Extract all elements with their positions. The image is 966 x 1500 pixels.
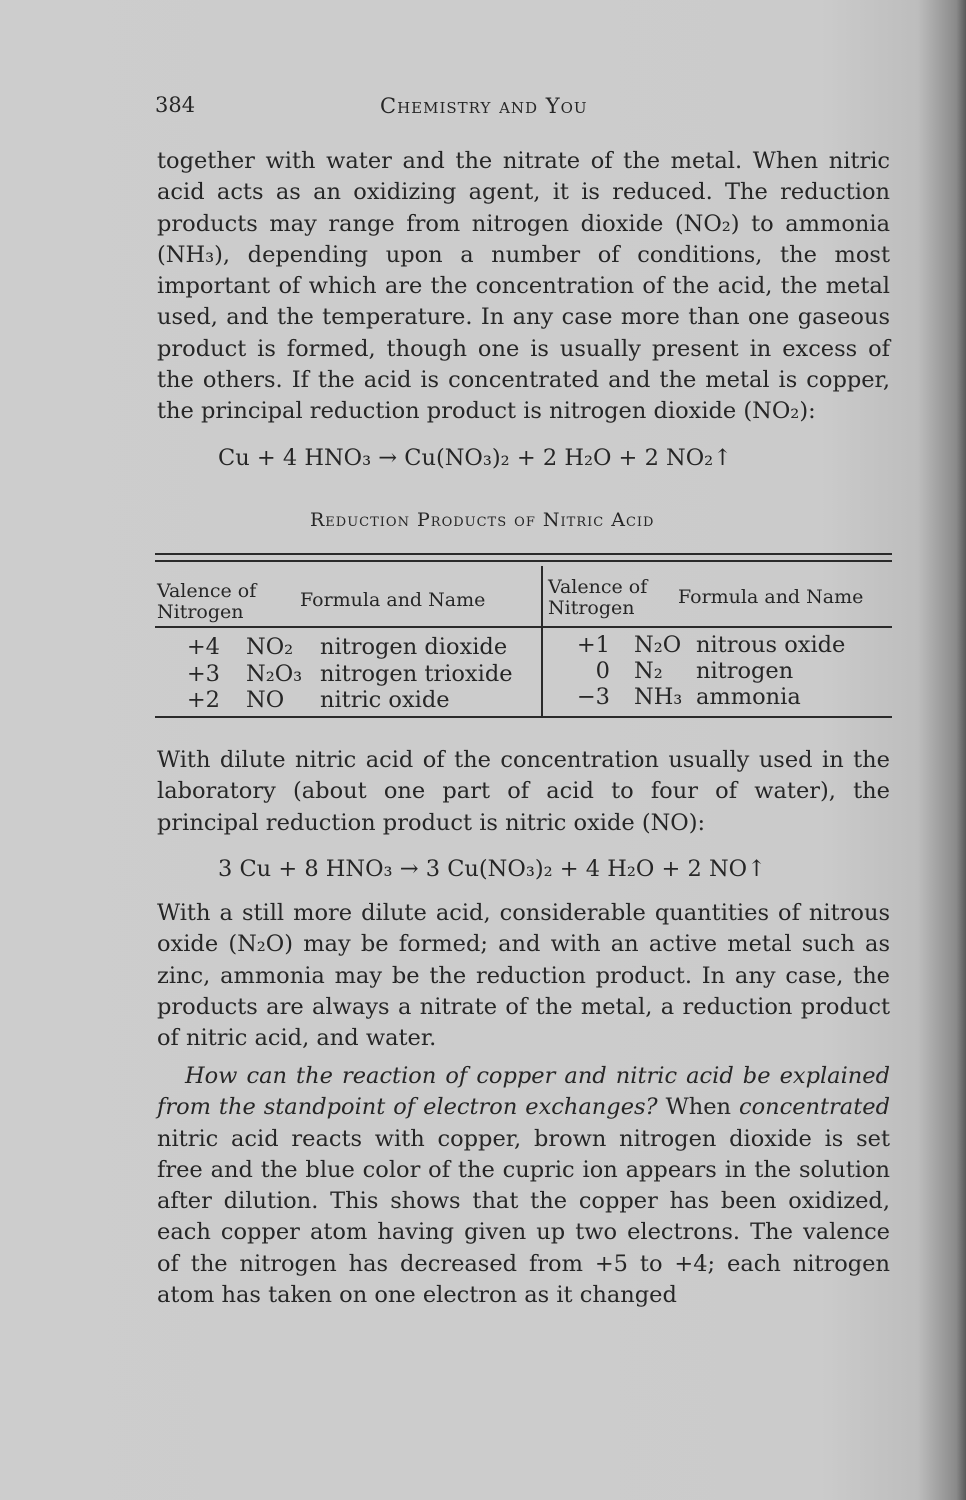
table-bottom-rule [155,716,892,718]
emphasis-concentrated: concentrated [738,1094,890,1121]
table-top-rule [155,553,892,555]
text-when: When [657,1094,739,1121]
header-formula-right: Formula and Name [678,586,864,608]
table-column-divider [541,566,543,716]
formula-cell: N₂O [634,632,682,658]
header-valence-left: Valence of Nitrogen [157,580,257,623]
name-cell: nitrogen [696,658,794,684]
valence-cell: +2 [186,687,220,713]
header-formula-left: Formula and Name [300,589,486,611]
name-cell: nitric oxide [320,687,450,713]
name-cell: nitrogen trioxide [320,661,513,687]
valence-cell: −3 [576,684,610,710]
name-cell: nitrogen dioxide [320,634,508,660]
paragraph-dilute-acid: With dilute nitric acid of the concentration usually used in the laboratory (about one part of acid to four of water), the principal reduction product is nitric oxide (NO): [157,747,890,836]
name-cell: nitrous oxide [696,632,846,658]
formula-cell: N₂ [634,658,663,684]
table-top-rule-2 [155,560,892,562]
paragraph-electron-exchange [157,1061,890,1311]
question-heading: How can the reaction of copper and nitric acid be explained from the standpoint of electron exchanges? [157,1063,890,1121]
valence-cell: +3 [186,661,220,687]
paragraph-reduction-products: together with water and the nitrate of the metal. When nitric acid acts as an oxidizing agent, it is reduced. The reduction products may range from nitrogen dioxide (NO₂) to ammonia (NH₃), depending upon a number of conditions, the most important of which are the concentration of the acid, the metal used, and the temperature. In any case more than one gaseous product is formed, though one is usually present in excess of the others. If the acid is concentrated and the metal is copper, the principal reduction product is nitrogen dioxide (NO₂): [157,148,890,425]
formula-cell: NO₂ [246,634,294,660]
formula-cell: NO [246,687,285,713]
equation-dilute: 3 Cu + 8 HNO₃ → 3 Cu(NO₃)₂ + 4 H₂O + 2 NO↑ [218,856,766,882]
valence-cell: 0 [595,658,610,684]
equation-concentrated: Cu + 4 HNO₃ → Cu(NO₃)₂ + 2 H₂O + 2 NO₂↑ [218,445,733,471]
formula-cell: N₂O₃ [246,661,303,687]
name-cell: ammonia [696,684,801,710]
valence-cell: +4 [186,634,220,660]
text-continuation: nitric acid reacts with copper, brown nitrogen dioxide is set free and the blue color of the cupric ion appears in the solution after dilution. This shows that the copper has been oxidized, each copper atom having given up two electrons. The valence of the nitrogen has decreased from +5 to +4; each nitrogen atom has taken on one electron as it changed [157,1125,890,1309]
table-caption: Reduction Products of Nitric Acid [310,509,655,531]
header-valence-right: Valence of Nitrogen [548,576,648,619]
page-number: 384 [155,93,196,117]
valence-cell: +1 [576,632,610,658]
table-head-rule [155,626,892,628]
paragraph-more-dilute: With a still more dilute acid, considerable quantities of nitrous oxide (N₂O) may be formed; and with an active metal such as zinc, ammonia may be the reduction product. In any case, the products are always a nitrate of the metal, a reduction product of nitric acid, and water. [157,900,890,1052]
running-head: Chemistry and You [380,94,588,118]
formula-cell: NH₃ [634,684,683,710]
